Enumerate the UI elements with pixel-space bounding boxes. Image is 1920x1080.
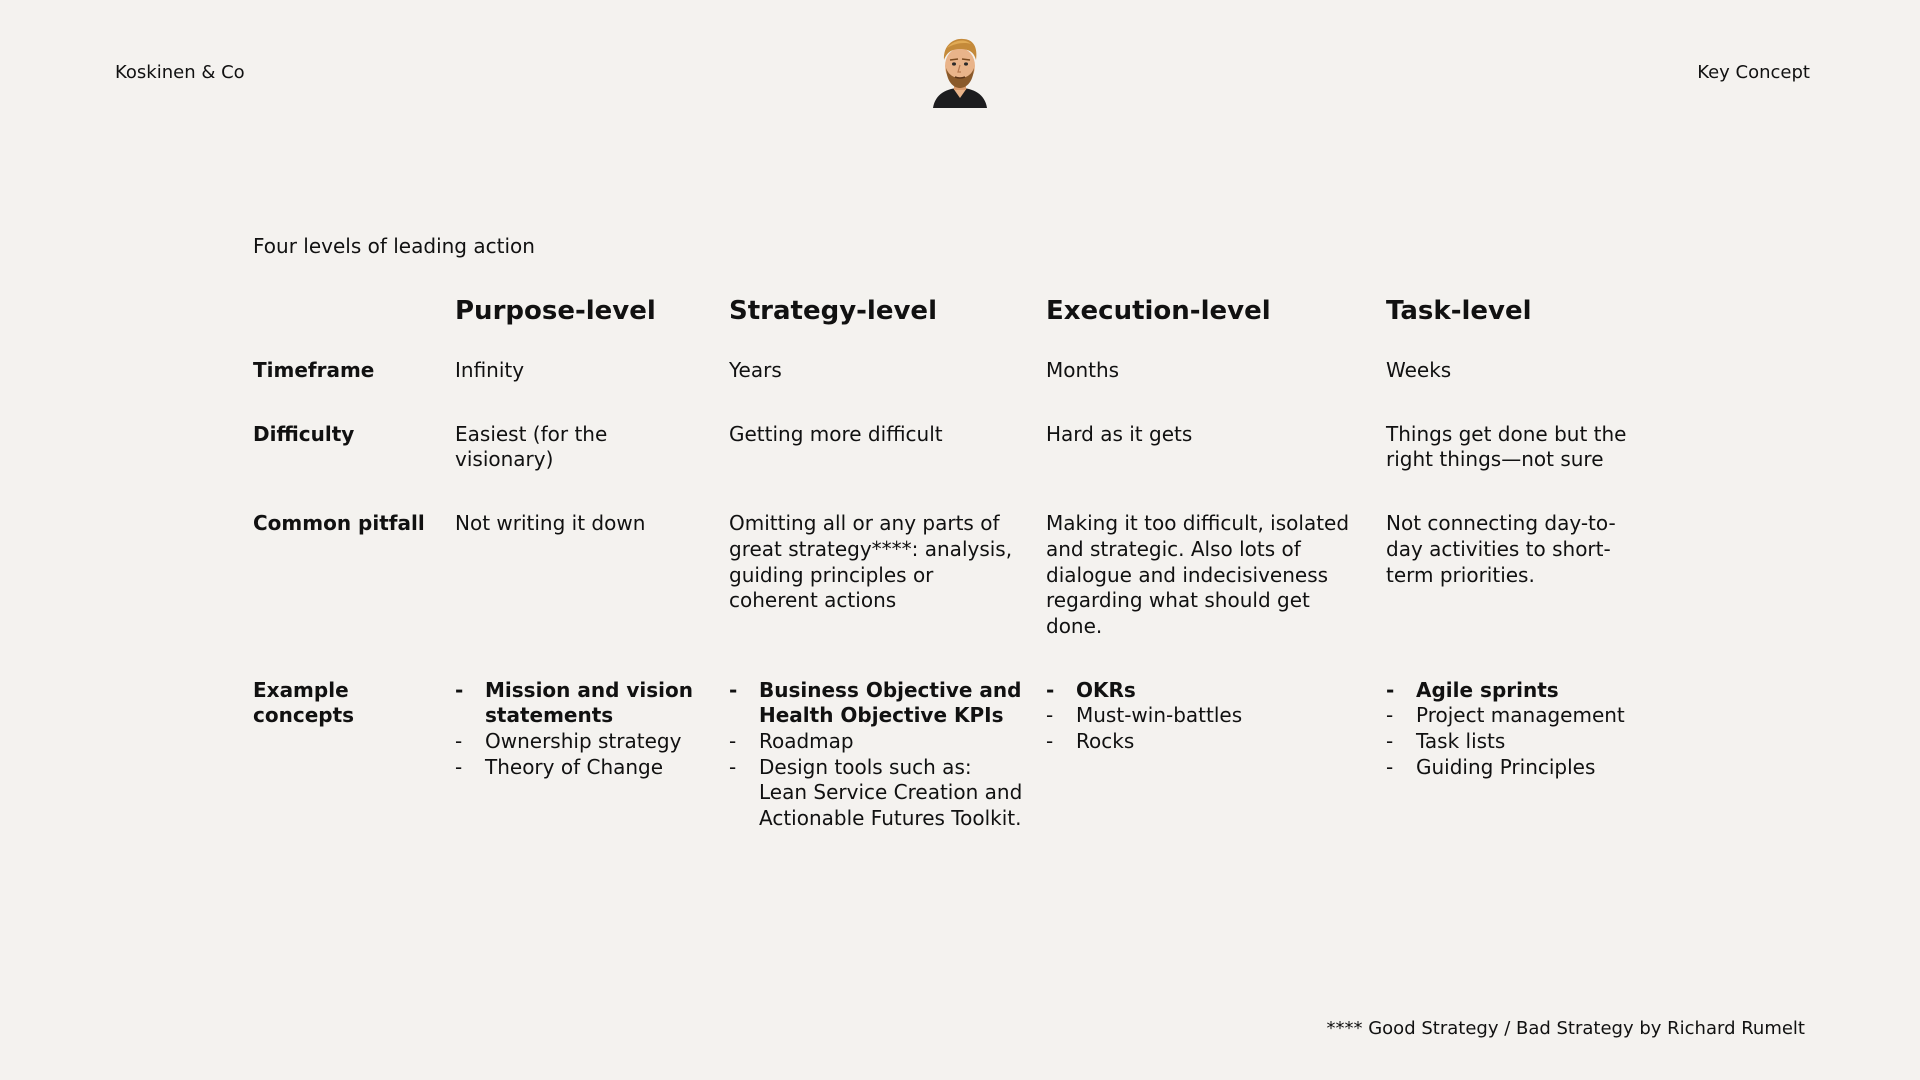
examples-execution <box>1046 678 1386 832</box>
pitfall-purpose: Not writing it down <box>455 511 646 536</box>
list-item: - Guiding Principles <box>1386 755 1634 781</box>
examples-task <box>1386 678 1656 832</box>
timeframe-strategy: Years <box>729 358 782 382</box>
row-label-timeframe: Timeframe <box>253 358 375 382</box>
column-header-purpose: Purpose-level <box>455 296 656 326</box>
list-item: - Design tools such as: Lean Service Creation and Actionable Futures Toolkit. <box>729 755 1024 832</box>
pitfall-strategy: Omitting all or any parts of great strategy****: analysis, guiding principles or coherent actions <box>729 511 1013 613</box>
examples-strategy <box>729 678 1046 832</box>
list-item: - Theory of Change <box>455 755 707 781</box>
examples-purpose <box>455 678 729 832</box>
timeframe-execution: Months <box>1046 358 1120 382</box>
column-header-strategy: Strategy-level <box>729 296 937 326</box>
difficulty-task: Things get done but the right things—not sure <box>1386 421 1627 472</box>
difficulty-strategy: Getting more difficult <box>729 421 943 446</box>
table-corner <box>253 294 455 358</box>
difficulty-purpose: Easiest (for the visionary) <box>455 421 608 472</box>
pitfall-task: Not connecting day-to-day activities to short-term priorities. <box>1386 511 1616 587</box>
brand-name: Koskinen & Co <box>115 62 245 83</box>
difficulty-execution: Hard as it gets <box>1046 421 1193 446</box>
timeframe-task: Weeks <box>1386 358 1452 382</box>
list-item: - Rocks <box>1046 729 1364 755</box>
row-label-difficulty: Difficulty <box>253 421 355 446</box>
page-subtitle: Four levels of leading action <box>253 234 535 258</box>
list-item: - OKRs <box>1046 678 1364 704</box>
list-item: - Roadmap <box>729 729 1024 755</box>
row-label-pitfall: Common pitfall <box>253 511 425 536</box>
list-item: - Must-win-battles <box>1046 703 1364 729</box>
leading-action-table <box>253 294 1656 832</box>
row-label-examples: Example concepts <box>253 677 355 728</box>
column-header-execution: Execution-level <box>1046 296 1271 326</box>
footnote-citation: **** Good Strategy / Bad Strategy by Richard Rumelt <box>1326 1018 1805 1039</box>
timeframe-purpose: Infinity <box>455 358 525 382</box>
list-item: - Project management <box>1386 703 1634 729</box>
author-avatar <box>925 34 995 108</box>
list-item: - Mission and vision statements <box>455 678 707 729</box>
list-item: - Agile sprints <box>1386 678 1634 704</box>
list-item: - Task lists <box>1386 729 1634 755</box>
section-label: Key Concept <box>1697 62 1810 83</box>
list-item: - Ownership strategy <box>455 729 707 755</box>
list-item: - Business Objective and Health Objective KPIs <box>729 678 1024 729</box>
pitfall-execution: Making it too difficult, isolated and strategic. Also lots of dialogue and indecisiveness regarding what should get done. <box>1046 511 1350 638</box>
column-header-task: Task-level <box>1386 296 1532 326</box>
